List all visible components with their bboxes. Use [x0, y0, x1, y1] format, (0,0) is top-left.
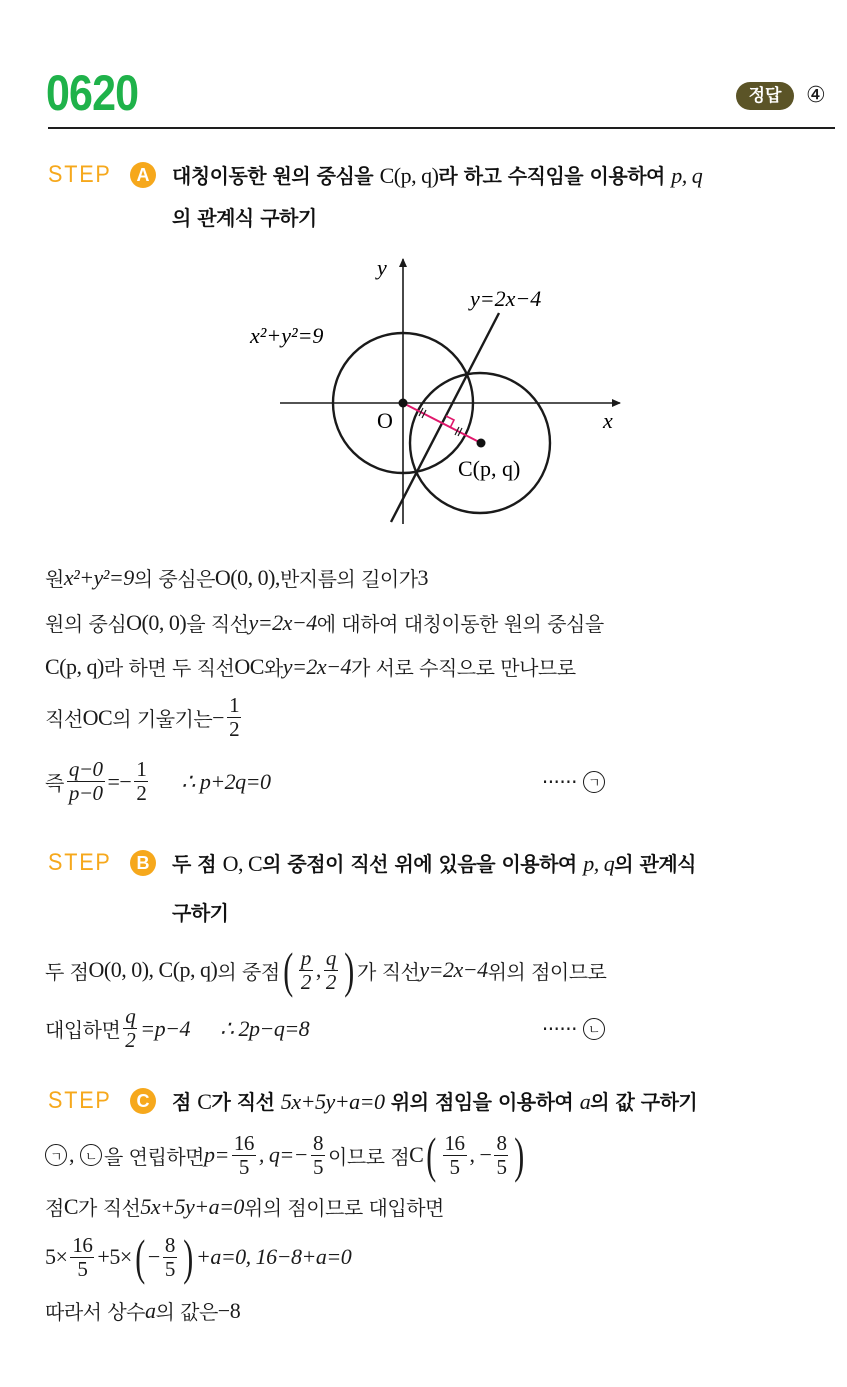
circled-giyeok-icon: ㄱ	[583, 771, 605, 793]
text: 따라서 상수	[45, 1300, 145, 1324]
step-letter-a-icon: A	[130, 162, 156, 188]
text: 의 중심은	[133, 567, 215, 591]
math: 5x+5y+a=0	[140, 1193, 244, 1219]
math: OC	[82, 704, 113, 730]
step-word: STEP	[48, 849, 112, 876]
body-line-1	[45, 563, 428, 592]
body-line-8: ㄱ , ㄴ 을 연립하면 p= $\frac{16}{5}$ , q=− $\frac{8}{5}$ 이므로 점 C ( $\frac{16}{5}$ , − $\frac{8}{5}$ )	[45, 1130, 528, 1180]
text: 에 대하여 대칭이동한 원의 중심을	[316, 612, 604, 636]
fraction: $\frac{q-0}{p-0}$	[68, 757, 103, 805]
math: =−	[107, 768, 132, 794]
step-word: STEP	[48, 161, 112, 188]
math: +5×	[97, 1244, 132, 1269]
coordinate-diagram	[0, 0, 847, 540]
body-line-9	[45, 1192, 444, 1221]
line-y-2x-4	[391, 313, 499, 522]
math: y=2x−4	[282, 653, 351, 679]
math: C	[63, 1193, 79, 1219]
text: 직선	[45, 707, 83, 731]
math: x²+y²=9	[63, 564, 134, 590]
math: −	[212, 704, 225, 730]
left-paren: (	[134, 1229, 145, 1285]
body-line-3	[45, 652, 576, 681]
ellipsis: ······	[541, 1016, 577, 1041]
circled-giyeok-icon: ㄱ	[45, 1144, 67, 1166]
step-b-heading-line2: 구하기	[172, 901, 229, 925]
heading-text: 의 관계식	[614, 852, 696, 876]
step-b-heading-line1	[172, 848, 696, 877]
heading-math: a	[579, 1089, 591, 1114]
step-c-label	[48, 1086, 156, 1116]
fraction: $\frac{16}{5}$	[72, 1232, 93, 1281]
step-b-label	[48, 848, 156, 878]
math: −8	[217, 1297, 241, 1323]
line-equation-label: y=2x−4	[470, 286, 542, 311]
body-line-5	[45, 758, 605, 805]
y-axis-label: y	[377, 255, 387, 280]
heading-math: p, q	[583, 851, 615, 876]
fraction: $\frac{1}{2}$	[136, 757, 147, 805]
answer-badge: 정답	[736, 82, 794, 110]
heading-text: 의 값 구하기	[590, 1090, 698, 1114]
answer-value: ④	[806, 83, 826, 108]
text: 이므로 점	[328, 1144, 410, 1169]
math: , q=−	[258, 1142, 309, 1167]
text: 가 직선	[357, 959, 420, 984]
fraction: $\frac{1}{2}$	[229, 693, 240, 741]
problem-number: 0620	[46, 65, 139, 121]
text: 의 중점	[217, 959, 280, 984]
text: 위의 점이므로 대입하면	[243, 1196, 444, 1220]
math: −	[147, 1244, 160, 1269]
math: O(0, 0),	[214, 564, 280, 590]
text: 라 하면 두 직선	[103, 656, 235, 680]
heading-math: C(p, q)	[379, 163, 439, 188]
heading-text: 라 하고 수직임을 이용하여	[438, 164, 672, 188]
math: a	[144, 1297, 156, 1323]
fraction: $\frac{16}{5}$	[444, 1130, 465, 1179]
heading-text: 의 중점이 직선 위에 있음을 이용하여	[262, 852, 584, 876]
x-axis-label: x	[603, 408, 613, 433]
left-paren: (	[282, 942, 293, 998]
fraction: $\frac{q}{2}$	[325, 945, 336, 994]
math: +a=0, 16−8+a=0	[195, 1244, 352, 1269]
text: 의 기울기는	[112, 707, 213, 731]
step-letter-b-icon: B	[130, 850, 156, 876]
right-paren: )	[344, 942, 354, 998]
math: C	[409, 1142, 424, 1167]
circle-equation-label: x²+y²=9	[250, 323, 324, 348]
origin-label: O	[377, 408, 393, 433]
math: C(p, q)	[45, 653, 104, 679]
heading-text: 가 직선	[211, 1090, 281, 1114]
text: 을 연립하면	[104, 1144, 204, 1169]
math: , −	[469, 1142, 492, 1167]
right-paren: )	[514, 1127, 525, 1183]
origin-point	[399, 399, 408, 408]
text: 두 점	[45, 959, 89, 984]
math: O(0, 0), C(p, q)	[88, 957, 218, 982]
math: y=2x−4	[248, 609, 317, 635]
math: ∴ p+2q=0	[181, 768, 271, 794]
fraction: $\frac{q}{2}$	[125, 1004, 136, 1052]
right-paren: )	[183, 1229, 193, 1285]
math: OC	[234, 653, 264, 679]
body-line-11	[45, 1296, 240, 1325]
step-letter-c-icon: C	[130, 1088, 156, 1114]
step-a-heading-line2: 의 관계식 구하기	[172, 206, 317, 230]
step-c-heading-line1	[172, 1086, 697, 1115]
ellipsis: ······	[541, 769, 577, 794]
text: 원의 중심	[45, 612, 127, 636]
body-line-2	[45, 608, 604, 637]
body-line-6: 두 점 O(0, 0), C(p, q) 의 중점 ( $\frac{p}{2}$ , $\frac{q}{2}$ ) 가 직선 y=2x−4 위의 점이므로	[45, 942, 607, 998]
text: 가 직선	[78, 1196, 141, 1220]
fraction: $\frac{8}{5}$	[164, 1232, 175, 1281]
body-line-10	[45, 1229, 352, 1285]
math: =p−4	[140, 1015, 190, 1041]
text: 원	[45, 567, 64, 591]
text: 위의 점이므로	[487, 959, 607, 984]
math: ∴ 2p−q=8	[219, 1015, 310, 1041]
math: p=	[203, 1142, 229, 1167]
heading-math: 5x+5y+a=0	[280, 1089, 385, 1114]
text: 대입하면	[45, 1018, 121, 1042]
point-c	[477, 439, 486, 448]
step-word: STEP	[48, 1087, 112, 1114]
circled-nieun-icon: ㄴ	[80, 1144, 102, 1166]
math: y=2x−4	[419, 957, 488, 982]
heading-text: 두 점	[172, 852, 223, 876]
point-c-label: C(p, q)	[458, 456, 521, 481]
heading-text: 점	[172, 1090, 198, 1114]
left-paren: (	[426, 1127, 437, 1183]
text: 점	[45, 1196, 64, 1220]
text: 와	[263, 656, 283, 680]
heading-text: 위의 점임을 이용하여	[384, 1090, 580, 1114]
fraction: $\frac{8}{5}$	[313, 1130, 324, 1179]
math: 3	[417, 564, 429, 590]
text: 반지름의 길이가	[279, 567, 418, 591]
text: 을 직선	[186, 612, 249, 636]
circled-nieun-icon: ㄴ	[583, 1018, 605, 1040]
heading-math: p, q	[671, 163, 703, 188]
text: 가 서로 수직으로 만나므로	[350, 656, 576, 680]
math: O(0, 0)	[126, 609, 187, 635]
text: 즉	[45, 771, 64, 795]
math: 5×	[45, 1244, 68, 1269]
text: 의 값은	[155, 1300, 218, 1324]
heading-math: C	[197, 1089, 212, 1114]
body-line-7	[45, 1005, 605, 1052]
fraction: $\frac{p}{2}$	[300, 945, 311, 994]
heading-text: 대칭이동한 원의 중심을	[172, 164, 380, 188]
body-line-4	[45, 694, 244, 741]
fraction: $\frac{16}{5}$	[233, 1130, 254, 1179]
heading-math: O, C	[222, 851, 263, 876]
fraction: $\frac{8}{5}$	[496, 1130, 507, 1179]
